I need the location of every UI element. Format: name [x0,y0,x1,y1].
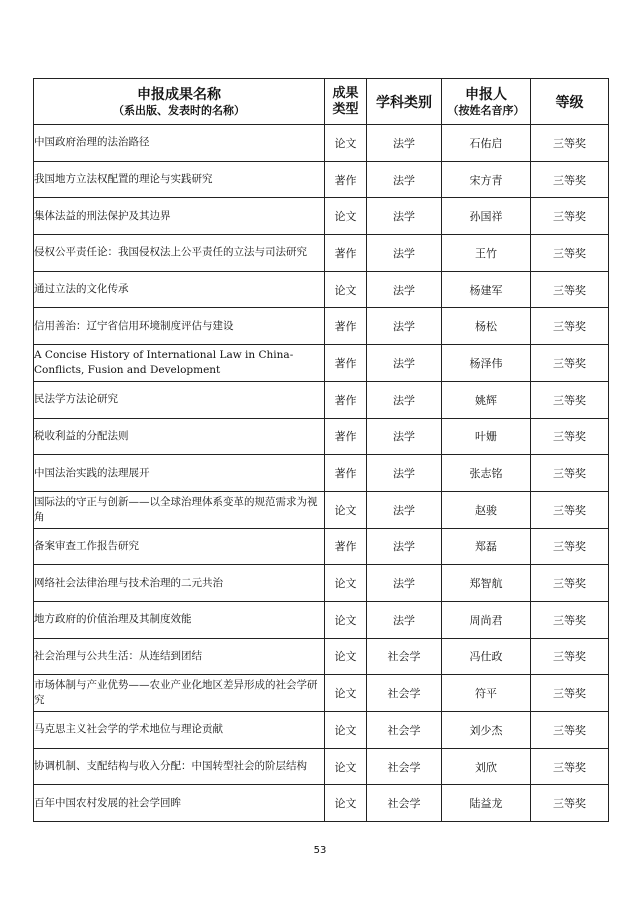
achievement-type: 著作 [325,235,367,272]
header-grade: 等级 [555,94,584,111]
achievement-type: 论文 [325,125,367,162]
applicant-name: 张志铭 [442,455,531,492]
achievement-type: 论文 [325,785,367,822]
discipline: 法学 [367,491,442,528]
discipline: 法学 [367,345,442,382]
achievement-name: 我国地方立法权配置的理论与实践研究 [34,161,325,198]
achievement-name: 通过立法的文化传承 [34,271,325,308]
achievement-type: 论文 [325,638,367,675]
discipline: 法学 [367,565,442,602]
header-title-sub: （系出版、发表时的名称） [113,103,245,117]
discipline: 社会学 [367,675,442,712]
applicant-name: 杨松 [442,308,531,345]
table-row [34,235,609,272]
header-discipline: 学科类别 [376,94,432,111]
achievement-name: 中国政府治理的法治路径 [34,125,325,162]
achievement-type: 著作 [325,528,367,565]
award-grade: 三等奖 [531,345,609,382]
table-row [34,785,609,822]
discipline: 法学 [367,271,442,308]
achievement-type: 论文 [325,198,367,235]
table-row [34,638,609,675]
award-grade: 三等奖 [531,308,609,345]
table-row [34,455,609,492]
page-number: 53 [313,845,327,856]
table-row [34,528,609,565]
achievement-name: 信用善治：辽宁省信用环境制度评估与建设 [34,308,325,345]
discipline: 社会学 [367,748,442,785]
header-title: 申报成果名称 [137,86,221,103]
table-row [34,601,609,638]
achievement-name: 市场体制与产业优势——农业产业化地区差异形成的社会学研究 [34,675,325,712]
applicant-name: 宋方青 [442,161,531,198]
table-body [34,125,609,822]
discipline: 法学 [367,161,442,198]
award-grade: 三等奖 [531,491,609,528]
award-grade: 三等奖 [531,638,609,675]
table-row [34,345,609,382]
applicant-name: 杨泽伟 [442,345,531,382]
achievement-type: 论文 [325,565,367,602]
award-grade: 三等奖 [531,235,609,272]
discipline: 法学 [367,125,442,162]
award-grade: 三等奖 [531,381,609,418]
applicant-name: 郑磊 [442,528,531,565]
award-grade: 三等奖 [531,198,609,235]
discipline: 法学 [367,198,442,235]
discipline: 法学 [367,308,442,345]
achievement-type: 著作 [325,161,367,198]
header-type-line1: 成果 [332,85,359,101]
achievement-type: 著作 [325,308,367,345]
award-grade: 三等奖 [531,565,609,602]
discipline: 法学 [367,528,442,565]
achievement-name: 马克思主义社会学的学术地位与理论贡献 [34,712,325,749]
applicant-name: 叶姗 [442,418,531,455]
discipline: 社会学 [367,638,442,675]
award-grade: 三等奖 [531,748,609,785]
achievement-name: 备案审查工作报告研究 [34,528,325,565]
award-grade: 三等奖 [531,712,609,749]
header-grade-cell [531,79,609,125]
achievement-type: 论文 [325,748,367,785]
award-grade: 三等奖 [531,161,609,198]
achievement-name: 集体法益的刑法保护及其边界 [34,198,325,235]
achievement-name: 社会治理与公共生活：从连结到团结 [34,638,325,675]
header-type-cell [325,79,367,125]
applicant-name: 王竹 [442,235,531,272]
table-row [34,565,609,602]
header-applicant: 申报人 [465,86,507,103]
discipline: 法学 [367,381,442,418]
applicant-name: 符平 [442,675,531,712]
discipline: 法学 [367,455,442,492]
table-row [34,381,609,418]
achievement-type: 著作 [325,455,367,492]
discipline: 社会学 [367,785,442,822]
awards-table [33,78,609,822]
table-row [34,198,609,235]
header-applicant-sub: （按姓名音序） [447,103,525,117]
award-grade: 三等奖 [531,455,609,492]
achievement-name: 百年中国农村发展的社会学回眸 [34,785,325,822]
header-applicant-cell [442,79,531,125]
table-row [34,308,609,345]
achievement-name: 民法学方法论研究 [34,381,325,418]
discipline: 法学 [367,235,442,272]
table-row [34,712,609,749]
header-title-cell [34,79,325,125]
table-row [34,161,609,198]
applicant-name: 陆益龙 [442,785,531,822]
table-row [34,491,609,528]
table-row [34,748,609,785]
table-row [34,271,609,308]
applicant-name: 刘少杰 [442,712,531,749]
achievement-type: 论文 [325,491,367,528]
award-grade: 三等奖 [531,528,609,565]
applicant-name: 杨建军 [442,271,531,308]
achievement-type: 著作 [325,345,367,382]
applicant-name: 周尚君 [442,601,531,638]
achievement-type: 著作 [325,381,367,418]
applicant-name: 赵骏 [442,491,531,528]
header-type-line2: 类型 [332,101,359,117]
achievement-name: 税收利益的分配法则 [34,418,325,455]
award-grade: 三等奖 [531,271,609,308]
award-grade: 三等奖 [531,601,609,638]
achievement-type: 著作 [325,418,367,455]
table-row [34,125,609,162]
applicant-name: 冯仕政 [442,638,531,675]
award-grade: 三等奖 [531,125,609,162]
achievement-name: A Concise History of International Law in China-Conflicts, Fusion and Development [34,345,325,382]
achievement-name: 地方政府的价值治理及其制度效能 [34,601,325,638]
applicant-name: 姚辉 [442,381,531,418]
achievement-name: 国际法的守正与创新——以全球治理体系变革的规范需求为视角 [34,491,325,528]
table-row [34,418,609,455]
achievement-type: 论文 [325,601,367,638]
achievement-name: 中国法治实践的法理展开 [34,455,325,492]
achievement-name: 协调机制、支配结构与收入分配：中国转型社会的阶层结构 [34,748,325,785]
table-row [34,675,609,712]
achievement-name: 侵权公平责任论：我国侵权法上公平责任的立法与司法研究 [34,235,325,272]
award-grade: 三等奖 [531,418,609,455]
applicant-name: 刘欣 [442,748,531,785]
achievement-type: 论文 [325,271,367,308]
achievement-type: 论文 [325,675,367,712]
achievement-name: 网络社会法律治理与技术治理的二元共治 [34,565,325,602]
discipline: 法学 [367,601,442,638]
applicant-name: 孙国祥 [442,198,531,235]
applicant-name: 郑智航 [442,565,531,602]
award-grade: 三等奖 [531,675,609,712]
header-row [34,79,609,125]
header-discipline-cell [367,79,442,125]
award-grade: 三等奖 [531,785,609,822]
discipline: 社会学 [367,712,442,749]
discipline: 法学 [367,418,442,455]
applicant-name: 石佑启 [442,125,531,162]
achievement-type: 论文 [325,712,367,749]
